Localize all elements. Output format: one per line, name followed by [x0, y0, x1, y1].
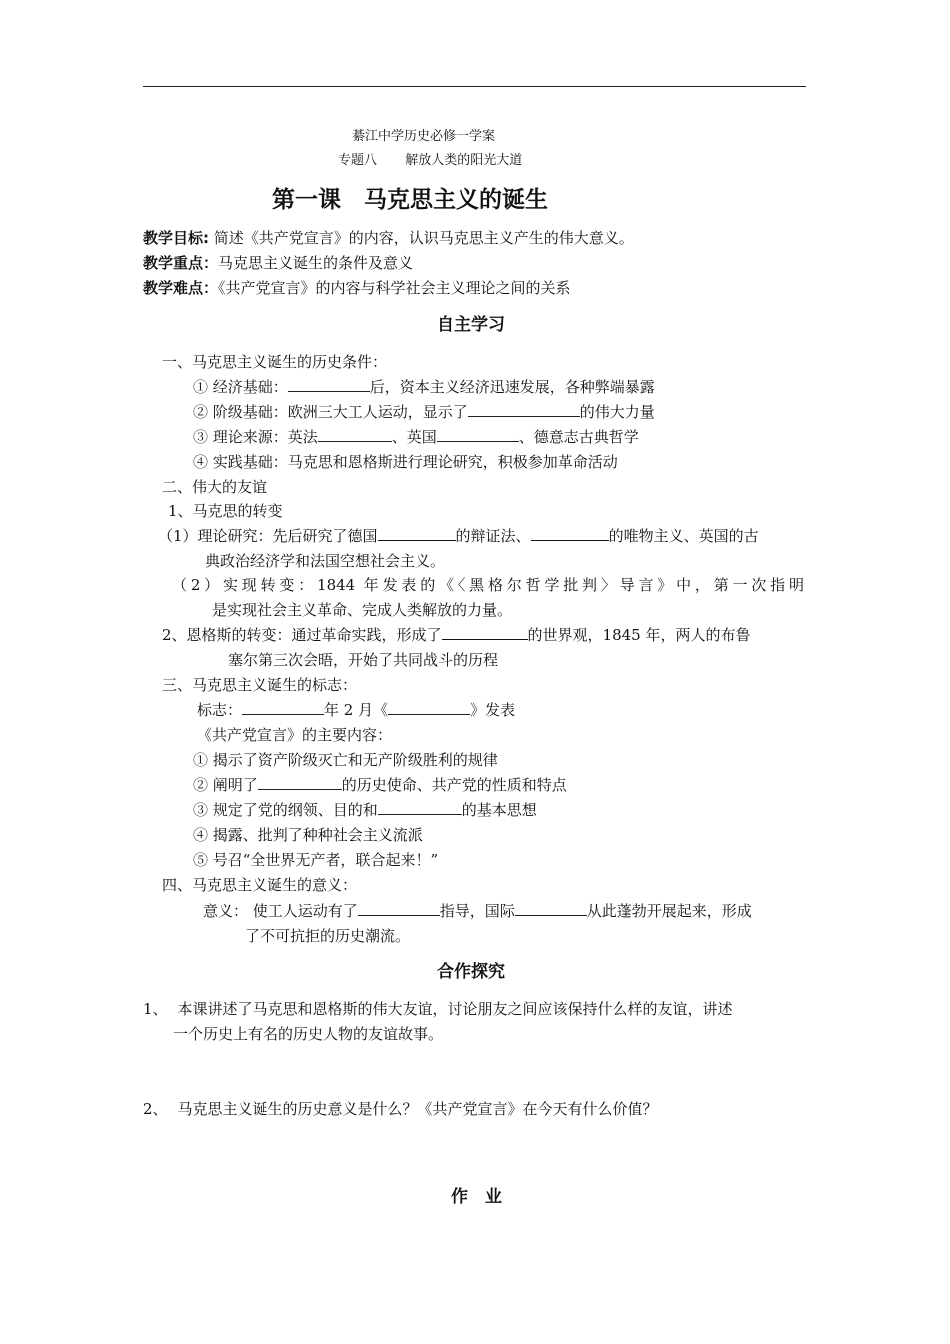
teaching-difficulty [143, 278, 571, 298]
s3-content-3-rest: 的基本思想 [461, 801, 537, 819]
s3-content-4: ④ 揭露、批判了种种社会主义流派 [193, 826, 423, 844]
school-line: 綦江中学历史必修一学案 [352, 129, 496, 144]
section-heading-cooperation: 合作探究 [437, 962, 505, 982]
s4-meaning-line2: 了不可抗拒的历史潮流。 [245, 927, 411, 945]
blank-materialism[interactable] [531, 526, 609, 541]
s2-sub2-line2: 塞尔第三次会晤，开始了共同战斗的历程 [228, 651, 499, 669]
blank-german[interactable] [378, 526, 456, 541]
s2-p1-line1 [158, 526, 806, 546]
s1-item-theory-label: ③ 理论来源：英法 [193, 428, 318, 446]
s3-content-2 [193, 775, 567, 795]
s2-p1-label: （1）理论研究：先后研究了德国 [158, 527, 378, 545]
s2-title: 二、伟大的友谊 [162, 478, 268, 496]
s1-title: 一、马克思主义诞生的历史条件： [162, 353, 388, 371]
s2-p2-line2: 是实现社会主义革命、完成人类解放的力量。 [212, 601, 513, 619]
question-1-number: 1、 [143, 1000, 168, 1018]
topic-number: 专题八 [338, 153, 378, 168]
s1-item-economy-label: ① 经济基础： [193, 378, 288, 396]
s4-meaning-label: 意义： 使工人运动有了 [203, 902, 358, 920]
blank-theory-2[interactable] [437, 427, 519, 442]
blank-class[interactable] [468, 402, 580, 417]
question-2 [143, 1099, 658, 1119]
s3-mark-rest: 》发表 [470, 701, 516, 719]
blank-title[interactable] [388, 700, 470, 715]
s3-content-1: ① 揭示了资产阶级灭亡和无产阶级胜利的规律 [193, 751, 498, 769]
s1-item-economy [193, 377, 655, 397]
focus-text: 马克思主义诞生的条件及意义 [218, 254, 414, 272]
s1-item-class-label: ② 阶级基础：欧洲三大工人运动，显示了 [193, 403, 468, 421]
lesson-title: 第一课 马克思主义的诞生 [272, 187, 548, 213]
focus-label: 教学重点： [143, 254, 219, 272]
s2-p2-line1: （2）实现转变：1844 年发表的《〈黑格尔哲学批判〉导言》中，第一次指明 [172, 576, 804, 594]
s1-item-theory-mid: 、英国 [391, 428, 437, 446]
difficulty-label: 教学难点： [143, 279, 219, 297]
blank-year[interactable] [242, 700, 324, 715]
s3-title: 三、马克思主义诞生的标志： [162, 676, 358, 694]
s3-content-2-label: ② 阐明了 [193, 776, 258, 794]
s3-content-title: 《共产党宣言》的主要内容： [197, 726, 393, 744]
s1-item-theory-rest: 、德意志古典哲学 [518, 428, 639, 446]
s4-meaning-mid: 指导，国际 [439, 902, 515, 920]
s2-p1-rest: 的唯物主义、英国的古 [608, 527, 759, 545]
s2-sub2-label: 2、恩格斯的转变：通过革命实践，形成了 [162, 626, 442, 644]
question-1-line2: 一个历史上有名的历史人物的友谊故事。 [173, 1025, 444, 1043]
s3-mark-label: 标志： [197, 701, 243, 719]
blank-historical-mission[interactable] [258, 775, 342, 790]
section-heading-homework: 作 业 [451, 1187, 502, 1207]
s3-content-3 [193, 800, 537, 820]
objective-label: 教学目标: [143, 229, 209, 247]
question-2-number: 2、 [143, 1100, 168, 1118]
topic-line [338, 151, 522, 171]
s1-item-theory [193, 427, 639, 447]
s2-sub2-rest: 的世界观，1845 年，两人的布鲁 [527, 626, 751, 644]
blank-worldview[interactable] [442, 625, 528, 640]
s2-p1-mid: 的辩证法、 [455, 527, 531, 545]
s2-sub2-line1 [162, 625, 751, 645]
s2-p1-line2: 典政治经济学和法国空想社会主义。 [205, 552, 446, 570]
question-1-line1 [143, 999, 733, 1019]
s1-item-class [193, 402, 655, 422]
teaching-focus [143, 253, 413, 273]
s1-item-practice: ④ 实践基础：马克思和恩格斯进行理论研究，积极参加革命活动 [193, 453, 618, 471]
s2-sub1: 1、马克思的转变 [168, 502, 283, 520]
difficulty-text: 《共产党宣言》的内容与科学社会主义理论之间的关系 [218, 279, 571, 297]
s3-content-5: ⑤ 号召“全世界无产者，联合起来！” [193, 851, 439, 869]
section-heading-self-study: 自主学习 [437, 315, 505, 335]
blank-basic-thought[interactable] [378, 800, 462, 815]
question-1-text: 本课讲述了马克思和恩格斯的伟大友谊，讨论朋友之间应该保持什么样的友谊，讲述 [177, 1000, 733, 1018]
s3-mark [197, 700, 515, 720]
s4-meaning-rest: 从此蓬勃开展起来，形成 [586, 902, 752, 920]
topic-title: 解放人类的阳光大道 [405, 153, 523, 168]
objective-text: 简述《共产党宣言》的内容，认识马克思主义产生的伟大意义。 [209, 229, 634, 247]
s4-meaning-line1 [203, 901, 752, 921]
s1-item-class-rest: 的伟大力量 [579, 403, 655, 421]
blank-guidance[interactable] [358, 901, 440, 916]
s1-item-economy-rest: 后，资本主义经济迅速发展，各种弊端暴露 [369, 378, 655, 396]
blank-theory-1[interactable] [318, 427, 392, 442]
blank-economy[interactable] [288, 377, 370, 392]
teaching-objective [143, 228, 634, 248]
blank-international[interactable] [515, 901, 587, 916]
s3-content-3-label: ③ 规定了党的纲领、目的和 [193, 801, 378, 819]
s3-mark-mid: 年 2 月《 [324, 701, 389, 719]
header-rule [143, 86, 806, 87]
s3-content-2-rest: 的历史使命、共产党的性质和特点 [341, 776, 567, 794]
s4-title: 四、马克思主义诞生的意义： [162, 876, 358, 894]
question-2-text: 马克思主义诞生的历史意义是什么？《共产党宣言》在今天有什么价值？ [177, 1100, 658, 1118]
